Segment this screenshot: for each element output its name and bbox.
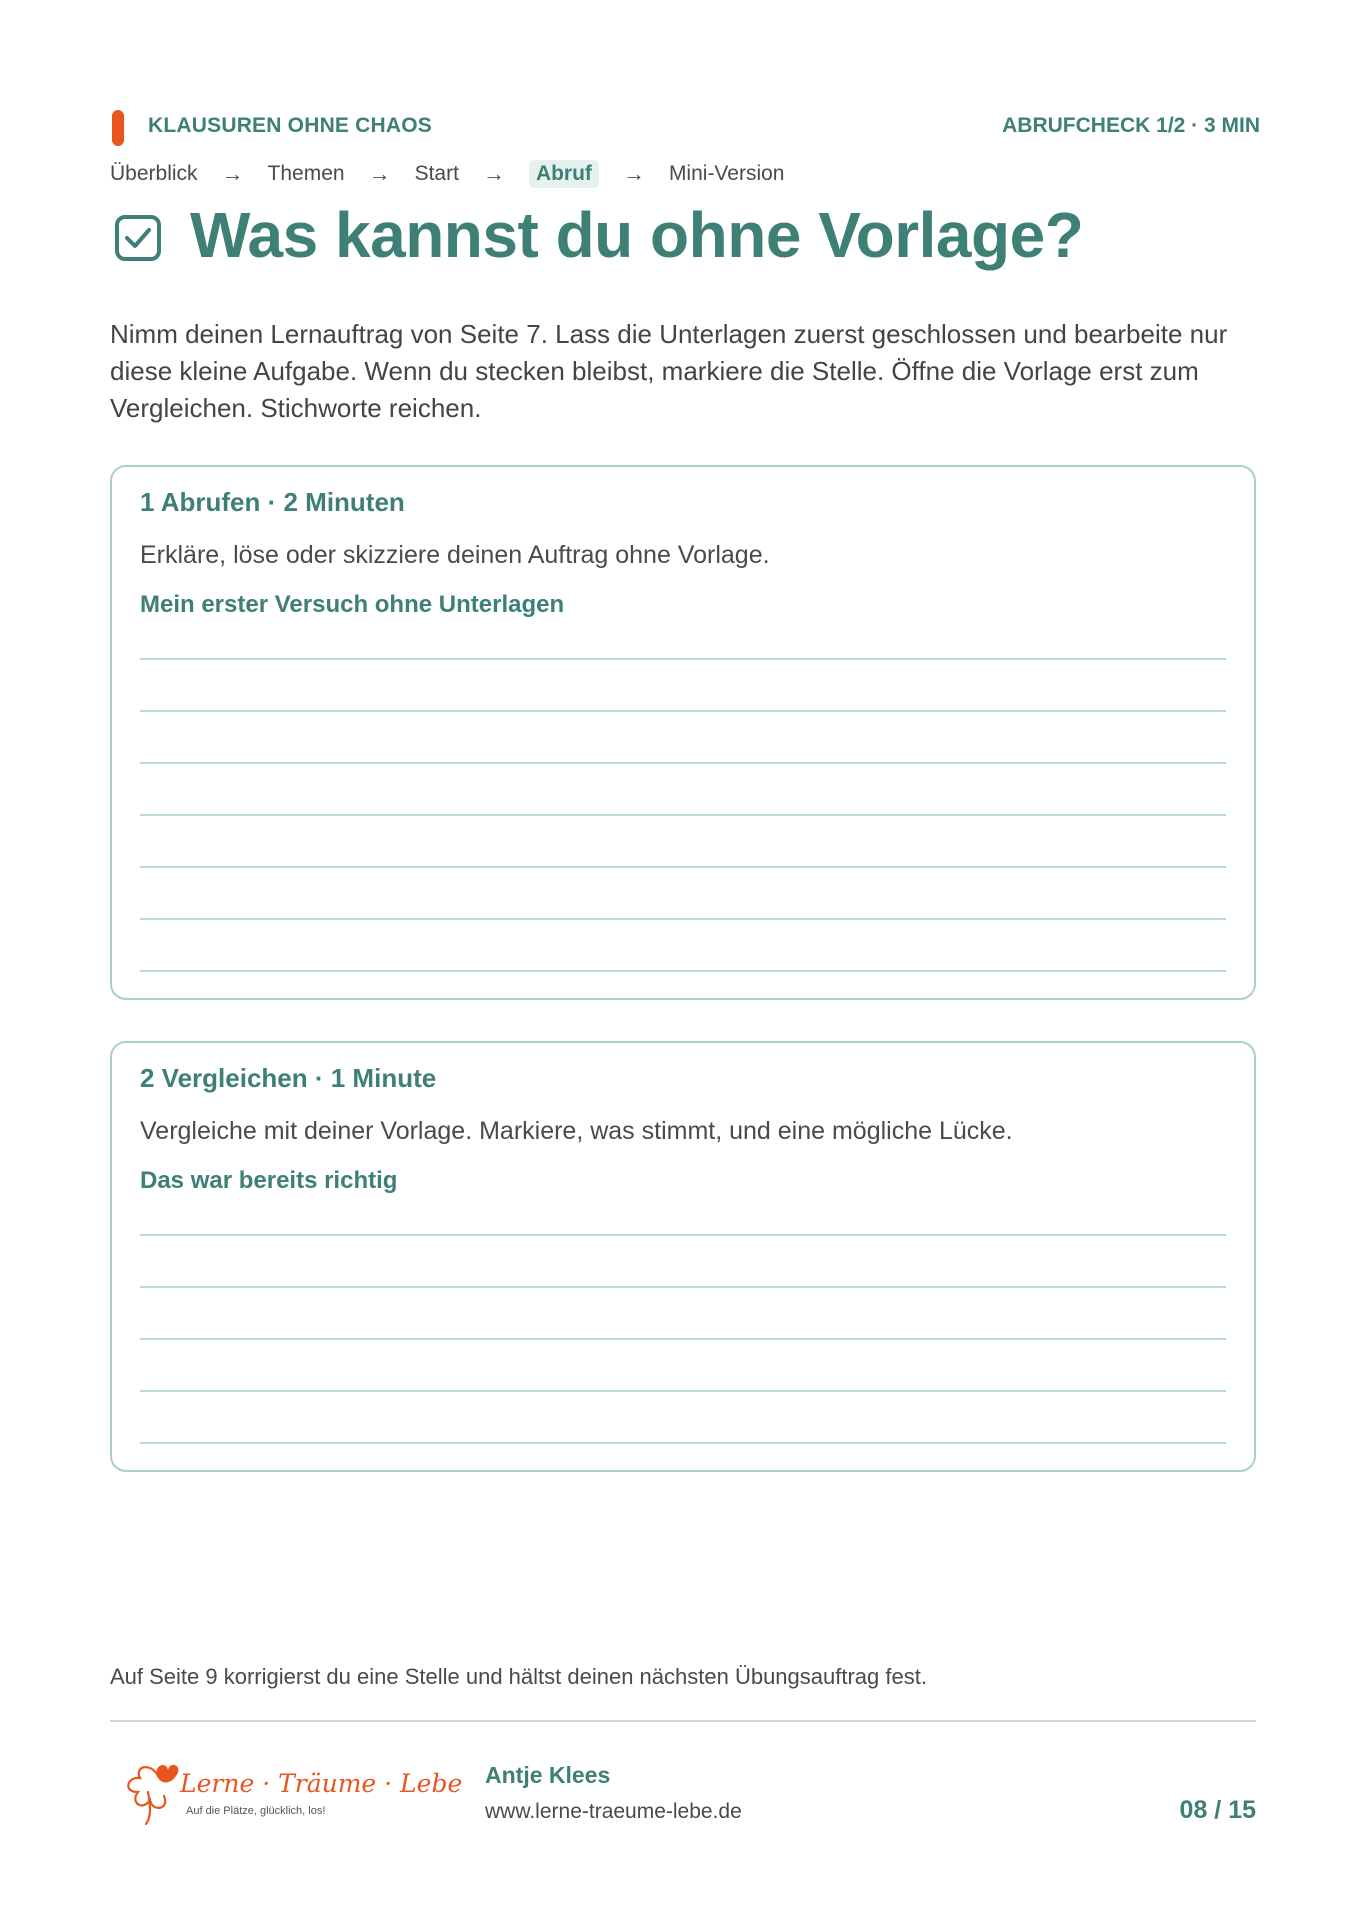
- brand-title: KLAUSUREN OHNE CHAOS: [148, 114, 433, 137]
- check-meta: ABRUFCHECK 1/2 · 3 MIN: [1002, 114, 1260, 137]
- arrow-right-icon: →: [622, 161, 645, 186]
- writing-line[interactable]: [140, 1390, 1226, 1392]
- answer-label: Das war bereits richtig: [140, 1167, 398, 1194]
- writing-line[interactable]: [140, 1442, 1226, 1444]
- task-heading: 1 Abrufen · 2 Minuten: [140, 487, 405, 517]
- arrow-right-icon: →: [482, 161, 505, 186]
- arrow-right-icon: →: [368, 161, 391, 186]
- footer-divider: [110, 1720, 1256, 1722]
- writing-line[interactable]: [140, 1286, 1226, 1288]
- answer-label: Mein erster Versuch ohne Unterlagen: [140, 591, 565, 618]
- writing-line[interactable]: [140, 1234, 1226, 1236]
- next-page-note: Auf Seite 9 korrigierst du eine Stelle und hältst deinen nächsten Übungsauftrag fest.: [110, 1664, 927, 1689]
- page-title: Was kannst du ohne Vorlage?: [190, 199, 1084, 271]
- arrow-right-icon: →: [221, 161, 244, 186]
- writing-line[interactable]: [140, 762, 1226, 764]
- writing-line[interactable]: [140, 814, 1226, 816]
- website-link[interactable]: www.lerne-traeume-lebe.de: [485, 1800, 742, 1823]
- writing-line[interactable]: [140, 1338, 1226, 1340]
- author-name: Antje Klees: [485, 1762, 611, 1788]
- breadcrumb-item-ueberblick[interactable]: Überblick: [110, 162, 198, 185]
- writing-line[interactable]: [140, 710, 1226, 712]
- writing-line[interactable]: [140, 918, 1226, 920]
- task-box-abrufen: [110, 465, 1256, 1000]
- task-heading: 2 Vergleichen · 1 Minute: [140, 1063, 437, 1093]
- writing-line[interactable]: [140, 866, 1226, 868]
- breadcrumb-item-abruf[interactable]: Abruf: [529, 160, 599, 188]
- breadcrumb-item-mini-version[interactable]: Mini-Version: [668, 162, 785, 185]
- logo-wordmark: Lerne · Träume · Lebe: [180, 1769, 463, 1798]
- task-instruction: Vergleiche mit deiner Vorlage. Markiere, was stimmt, und eine mögliche Lücke.: [140, 1117, 1013, 1145]
- intro-text: Nimm deinen Lernauftrag von Seite 7. Lass die Unterlagen zuerst geschlossen und bearbeite nur diese kleine Aufgabe. Wenn du stecken bleibst, markiere die Stelle. Öffne die Vorlage erst zum Vergleichen. Stichworte reichen.: [110, 319, 1228, 423]
- task-box-vergleichen: [110, 1041, 1256, 1472]
- brand-accent-bar: [112, 110, 124, 146]
- breadcrumb: [110, 160, 784, 188]
- page-number: 08 / 15: [1179, 1796, 1256, 1824]
- breadcrumb-item-start[interactable]: Start: [414, 162, 459, 185]
- clover-logo: [118, 1752, 463, 1832]
- checkbox-checked-icon: [114, 214, 162, 262]
- writing-line[interactable]: [140, 658, 1226, 660]
- logo-tagline: Auf die Plätze, glücklich, los!: [186, 1805, 326, 1817]
- breadcrumb-item-themen[interactable]: Themen: [267, 162, 345, 185]
- writing-line[interactable]: [140, 970, 1226, 972]
- task-instruction: Erkläre, löse oder skizziere deinen Auftrag ohne Vorlage.: [140, 541, 770, 569]
